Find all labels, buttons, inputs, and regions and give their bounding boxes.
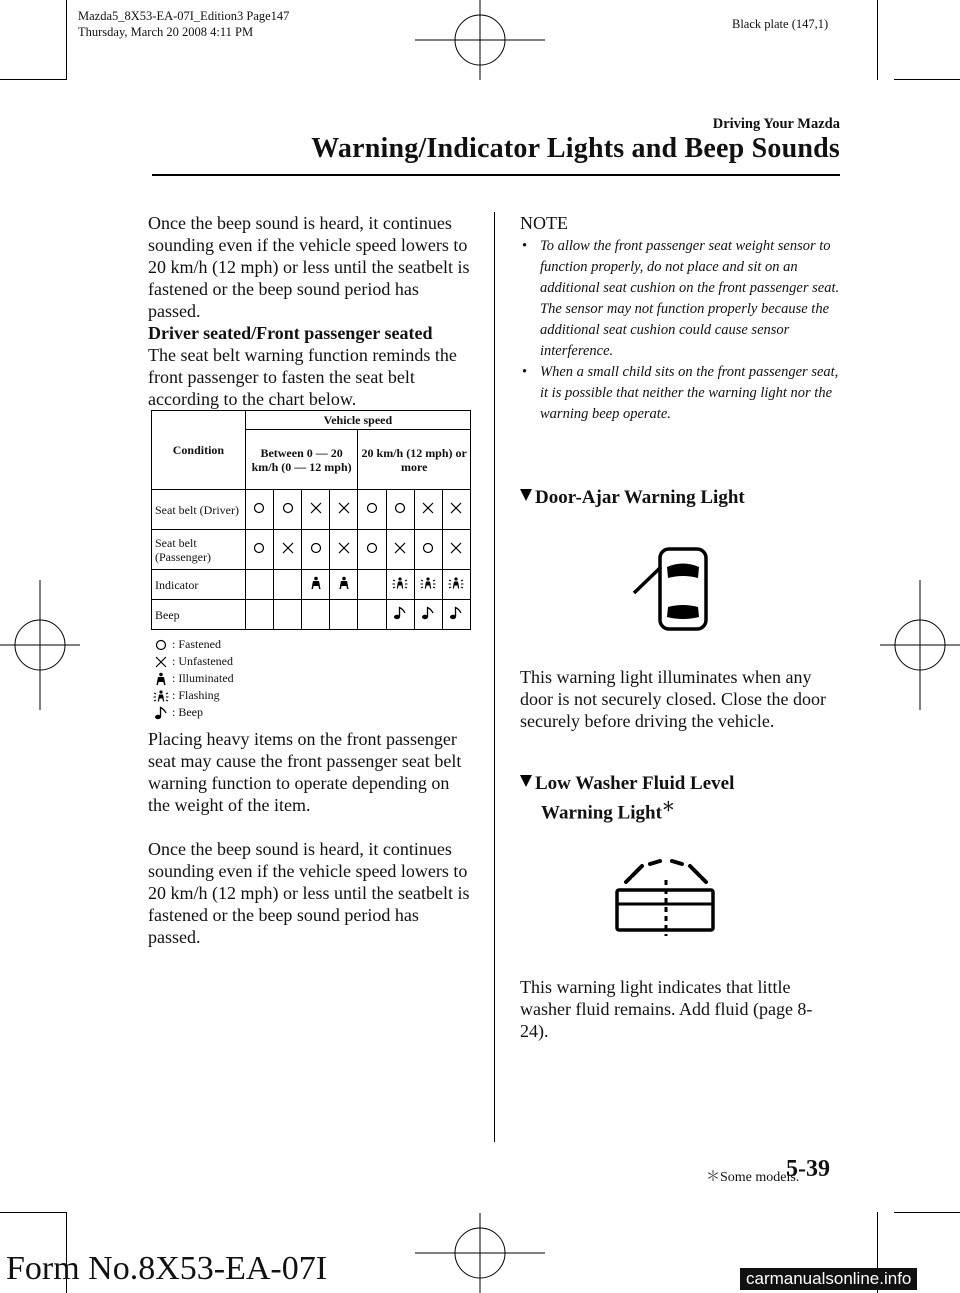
page-title: Warning/Indicator Lights and Beep Sounds (311, 133, 840, 164)
chart-cell (273, 490, 301, 530)
door-ajar-warning-icon (630, 545, 710, 633)
legend-fastened: : Fastened (152, 636, 234, 653)
condition-header: Condition (152, 411, 246, 490)
chart-cell (302, 490, 330, 530)
beep-icon (419, 606, 437, 620)
chart-cell (302, 600, 330, 630)
registration-mark-right (880, 580, 960, 710)
chart-cell (442, 600, 470, 630)
print-header-date: Thursday, March 20 2008 4:11 PM (78, 25, 254, 39)
row-label-driver: Seat belt (Driver) (152, 490, 246, 530)
unfastened-icon (335, 501, 353, 515)
crop-mark (894, 79, 960, 80)
chart-cell (442, 530, 470, 570)
chart-cell (442, 490, 470, 530)
flashing-icon (419, 576, 437, 590)
black-plate-label: Black plate (147,1) (732, 17, 829, 31)
fastened-icon (391, 501, 409, 515)
legend-illuminated: : Illuminated (152, 670, 234, 687)
chart-cell (414, 530, 442, 570)
beep-icon (152, 706, 170, 720)
chart-cell (386, 570, 414, 600)
crop-mark (0, 79, 66, 80)
crop-mark (66, 0, 67, 80)
registration-mark-top (415, 0, 545, 80)
paragraph: Once the beep sound is heard, it continues sounding even if the vehicle speed lowers to 20 km/h (12 mph) or less until the seatbelt is fastened or the beep sound period has passed. (148, 839, 470, 947)
crop-mark (894, 1212, 960, 1213)
fastened-icon (152, 638, 170, 652)
subheading: Driver seated/Front passenger seated (148, 323, 433, 343)
legend-unfastened: : Unfastened (152, 653, 234, 670)
note-label: NOTE (520, 213, 568, 233)
flashing-icon (447, 576, 465, 590)
chart-cell (302, 530, 330, 570)
watermark: carmanualsonline.info (740, 1268, 917, 1290)
illuminated-icon (307, 576, 325, 590)
chart-cell (245, 600, 273, 630)
unfastened-icon (279, 541, 297, 555)
chart-cell (386, 530, 414, 570)
chart-cell (330, 600, 358, 630)
chart-cell (386, 600, 414, 630)
chart-legend (152, 636, 234, 721)
fastened-icon (363, 501, 381, 515)
chart-cell (273, 530, 301, 570)
right-column (520, 212, 845, 425)
flashing-icon (391, 576, 409, 590)
column-divider (494, 212, 495, 1142)
washer-fluid-text: This warning light indicates that little washer fluid remains. Add fluid (page 8-24). (520, 977, 813, 1041)
unfastened-icon (335, 541, 353, 555)
triangle-bullet-icon (520, 489, 532, 501)
form-number: Form No.8X53-EA-07I (6, 1250, 328, 1287)
fastened-icon (250, 501, 268, 515)
fastened-icon (419, 541, 437, 555)
unfastened-icon (447, 501, 465, 515)
note-item: • When a small child sits on the front passenger seat, it is possible that neither the warning light nor the warning beep operate. (522, 364, 839, 422)
washer-fluid-warning-icon (612, 856, 720, 938)
unfastened-icon (152, 655, 170, 669)
paragraph: Once the beep sound is heard, it continues sounding even if the vehicle speed lowers to 20 km/h (12 mph) or less until the seatbelt is fastened or the beep sound period has passed. (148, 213, 470, 321)
unfastened-icon (419, 501, 437, 515)
left-column (148, 212, 473, 410)
chart-cell (358, 600, 386, 630)
unfastened-icon (307, 501, 325, 515)
left-column-lower (148, 728, 473, 948)
registration-mark-left (0, 580, 80, 710)
speed-low-header: Between 0 — 20 km/h (0 — 12 mph) (245, 430, 358, 490)
title-rule (152, 174, 840, 176)
crop-mark (0, 1212, 66, 1213)
chart-cell (358, 490, 386, 530)
paragraph: Placing heavy items on the front passenger seat may cause the front passenger seat belt warning function to operate depending on the weight of the item. (148, 729, 462, 815)
paragraph: The seat belt warning function reminds the front passenger to fasten the seat belt according to the chart below. (148, 345, 457, 409)
beep-icon (391, 606, 409, 620)
print-header (78, 8, 289, 40)
chart-cell (245, 570, 273, 600)
fastened-icon (250, 541, 268, 555)
asterisk: ＊ (661, 799, 675, 814)
door-ajar-heading: Door-Ajar Warning Light (520, 486, 745, 509)
registration-mark-bottom (415, 1213, 545, 1293)
chart-cell (245, 530, 273, 570)
chart-cell (330, 570, 358, 600)
speed-high-header: 20 km/h (12 mph) or more (358, 430, 471, 490)
footer-some-models: ＊Some models. (706, 1170, 800, 1185)
door-ajar-text: This warning light illuminates when any door is not securely closed. Close the door securely before driving the vehicle. (520, 667, 826, 731)
chart-cell (442, 570, 470, 600)
page-number: 5-39 (786, 1156, 830, 1182)
flashing-icon (152, 689, 170, 703)
triangle-bullet-icon (520, 775, 532, 787)
illuminated-icon (335, 576, 353, 590)
fastened-icon (307, 541, 325, 555)
legend-beep: : Beep (152, 704, 234, 721)
chart-cell (302, 570, 330, 600)
chart-cell (358, 570, 386, 600)
row-label-beep: Beep (152, 600, 246, 630)
chart-cell (414, 570, 442, 600)
fastened-icon (279, 501, 297, 515)
section-title: Driving Your Mazda (712, 116, 840, 132)
note-item: • To allow the front passenger seat weight sensor to function properly, do not place and sit on an additional seat cushion on the front passenger seat. The sensor may not function properly because the additional seat cushion could cause sensor interference. (522, 238, 840, 359)
crop-mark (877, 0, 878, 80)
chart-cell (330, 530, 358, 570)
chart-cell (330, 490, 358, 530)
washer-fluid-heading: Low Washer Fluid Level Warning Light＊ (520, 772, 845, 824)
chart-cell (273, 600, 301, 630)
row-label-passenger: Seat belt (Passenger) (152, 530, 246, 570)
chart-cell (358, 530, 386, 570)
seat-belt-chart (151, 410, 471, 630)
vehicle-speed-header: Vehicle speed (245, 411, 470, 430)
chart-cell (245, 490, 273, 530)
legend-flashing: : Flashing (152, 687, 234, 704)
chart-cell (273, 570, 301, 600)
chart-cell (414, 490, 442, 530)
illuminated-icon (152, 672, 170, 686)
beep-icon (447, 606, 465, 620)
chart-cell (414, 600, 442, 630)
unfastened-icon (391, 541, 409, 555)
unfastened-icon (447, 541, 465, 555)
print-header-file: Mazda5_8X53-EA-07I_Edition3 Page147 (78, 9, 290, 23)
fastened-icon (363, 541, 381, 555)
chart-cell (386, 490, 414, 530)
row-label-indicator: Indicator (152, 570, 246, 600)
